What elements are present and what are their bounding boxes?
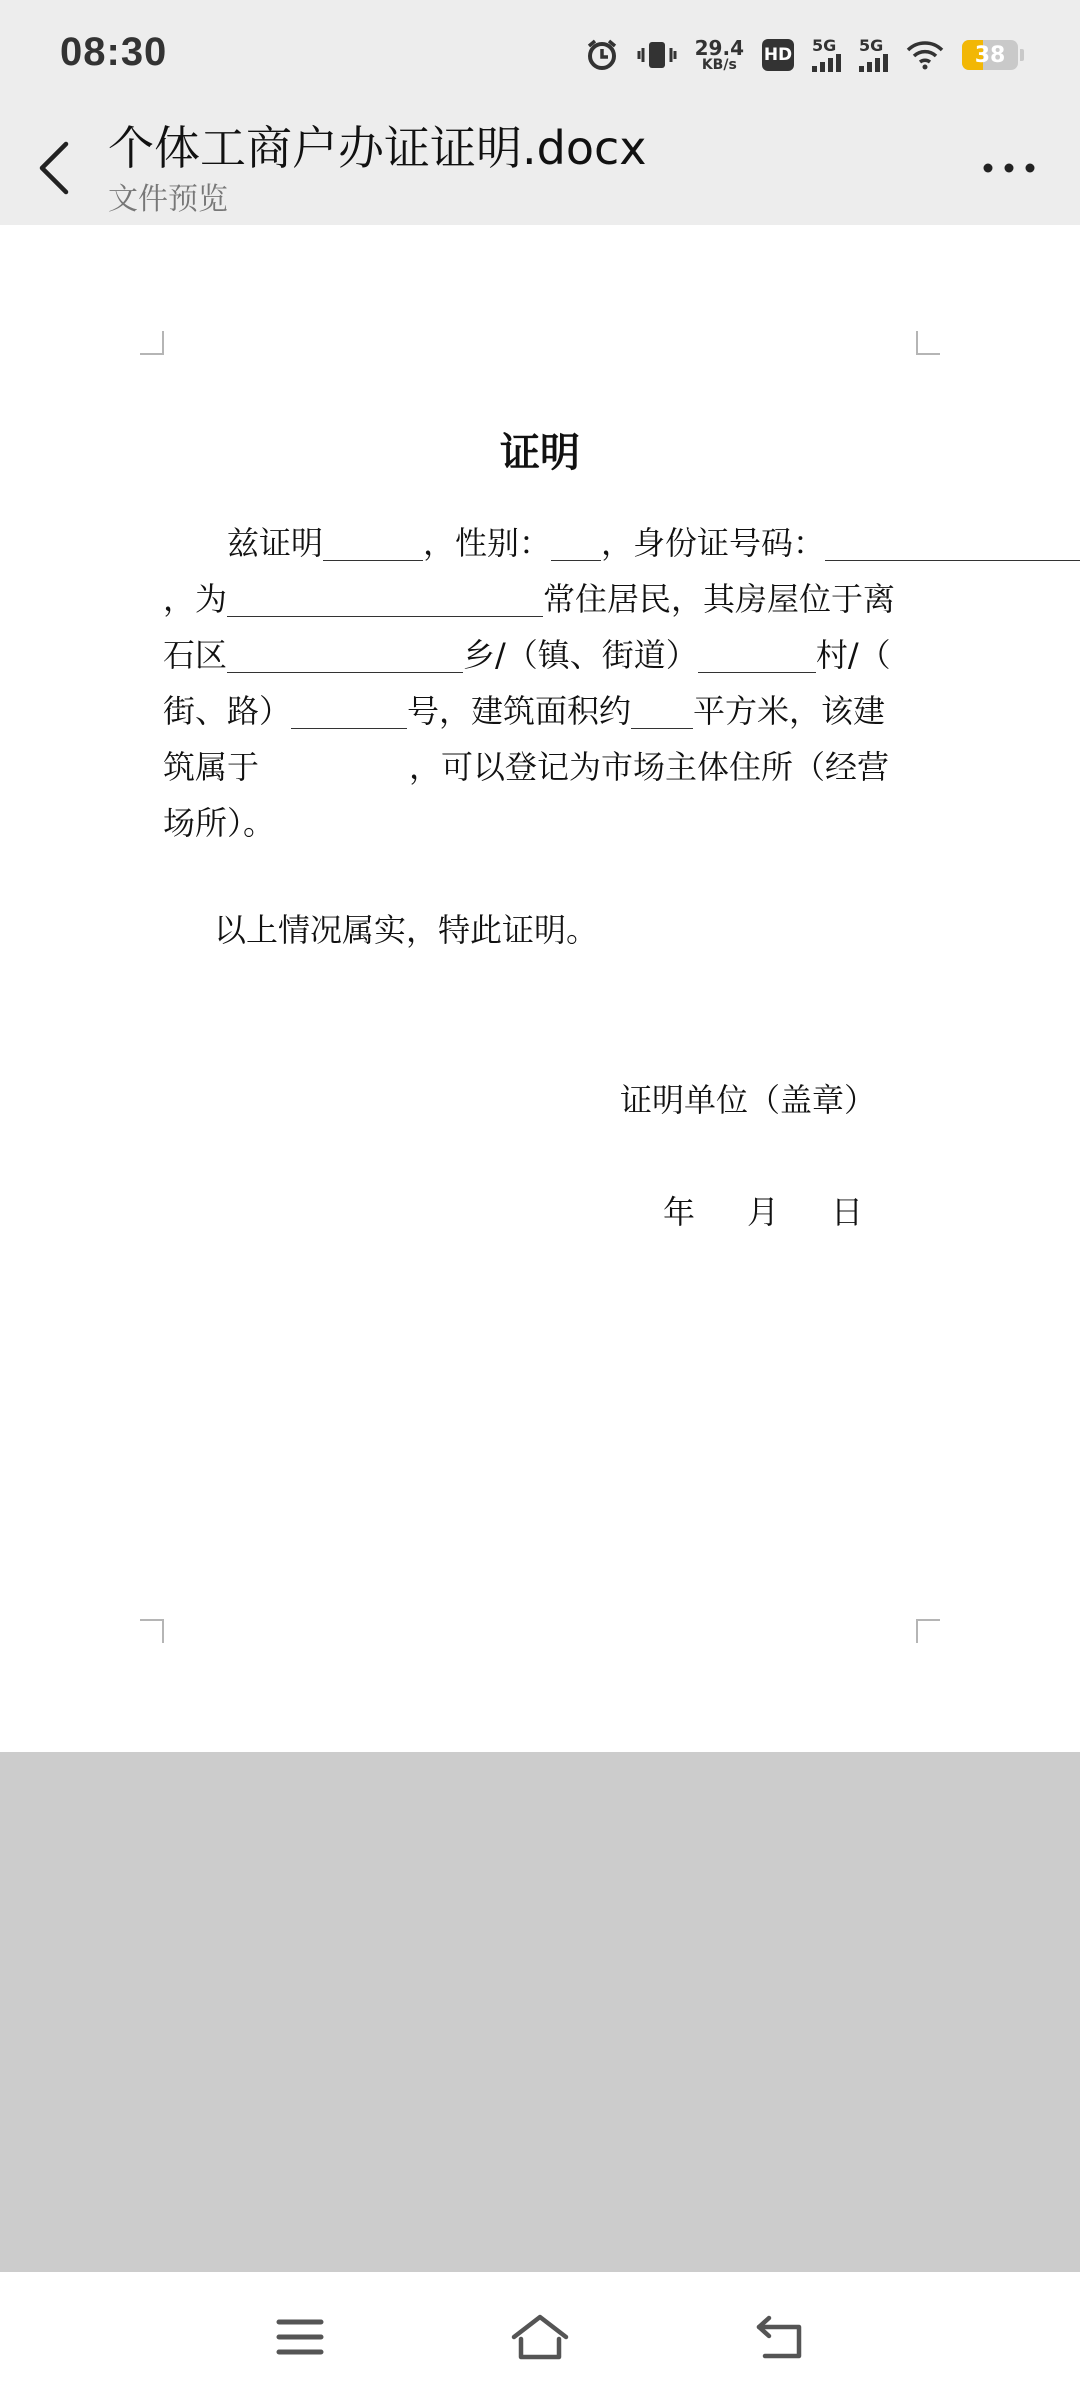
more-dots-icon [981,161,1037,175]
text-run: 筑属于 [163,748,260,786]
home-icon [510,2313,570,2361]
navigation-bar [0,2272,1080,2400]
text-line [163,683,923,739]
text-run: 兹证明 [227,524,324,562]
app-bar [0,110,1080,225]
date-day: 日 [831,1193,864,1231]
date-year: 年 [663,1193,696,1231]
chevron-left-icon [36,140,72,196]
margin-mark [140,331,164,355]
menu-button[interactable] [260,2302,340,2372]
wifi-icon [906,40,944,70]
text-run: ，可以登记为市场主体住所（经营 [409,748,890,786]
text-line [163,795,923,851]
text-run: 平方米，该建 [693,692,886,730]
back-nav-button[interactable] [740,2302,820,2372]
text-run: 石区 [163,636,228,674]
file-subtitle: 文件预览 [108,182,228,217]
text-line [163,571,923,627]
text-line [163,627,923,683]
closing-statement: 以上情况属实，特此证明。 [214,911,599,949]
blank-field [551,526,601,561]
network-speed-unit: KB/s [701,57,737,73]
date-month: 月 [747,1193,780,1231]
blank-field [323,526,423,561]
document-body [163,515,923,851]
blank-field [631,694,693,729]
back-button[interactable] [24,128,84,208]
text-run: 街、路） [163,692,292,730]
signal-sim1-icon [812,38,841,72]
text-run: ，身份证号码： [601,524,826,562]
network-speed [695,38,744,72]
date-line [663,1187,863,1233]
more-button[interactable] [974,138,1044,198]
blank-field [698,638,816,673]
margin-mark [916,331,940,355]
network-speed-value: 29.4 [694,36,744,60]
text-run: 村/（ [815,636,891,674]
status-bar [0,0,1080,110]
text-run: 乡/（镇、街道） [463,636,698,674]
status-icons [585,30,1024,80]
alarm-icon [585,38,619,72]
margin-mark [916,1619,940,1643]
battery-icon [962,40,1018,70]
file-title: 个体工商户办证证明.docx [108,121,647,175]
document-page[interactable] [0,225,1080,1752]
hd-icon: HD [762,39,794,71]
text-run: 号，建筑面积约 [407,692,632,730]
document-title: 证明 [500,430,580,476]
blank-field [825,526,1080,561]
text-run: ，性别： [423,524,552,562]
blank-field [227,638,463,673]
signature-line: 证明单位（盖章） [620,1081,877,1119]
status-time: 08:30 [60,30,168,74]
blank-field [291,694,407,729]
blank-field [227,582,543,617]
menu-icon [276,2317,324,2357]
vibrate-icon [637,38,677,72]
sim2-label: 5G [859,36,884,55]
text-run: 场所）。 [163,804,276,842]
sim1-label: 5G [812,36,837,55]
signal-sim2-icon [859,38,888,72]
back-return-icon [755,2314,805,2360]
margin-mark [140,1619,164,1643]
text-line [163,515,923,571]
home-button[interactable] [500,2302,580,2372]
text-run: 常住居民，其房屋位于离 [543,580,896,618]
text-run: ，为 [163,580,228,618]
text-line [163,739,923,795]
battery-level: 38 [974,42,1006,68]
